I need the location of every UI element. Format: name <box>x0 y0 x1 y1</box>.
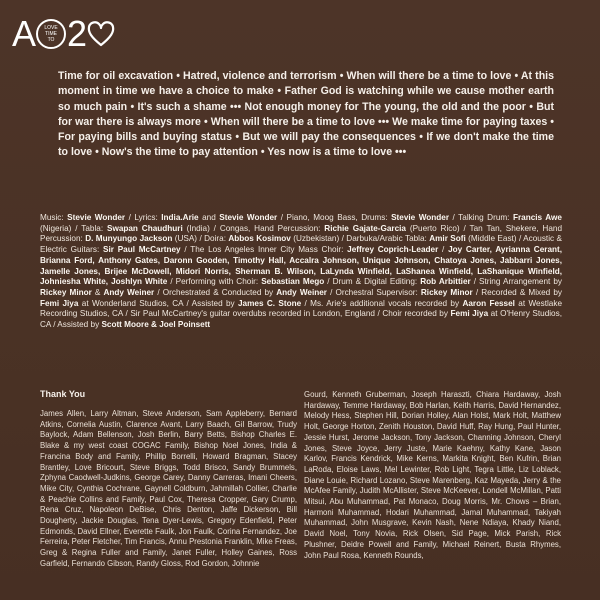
credit-role: / Ms. Arie's additional vocals recorded by <box>301 298 463 308</box>
credit-role: and <box>198 213 220 222</box>
thanks-list-right: Gourd, Kenneth Gruberman, Joseph Haraszti, Chiara Hardaway, Josh Hardaway, Temme Hardaway, Bob Harlan, Keith Harris, David Hernandez, Melody Hess, Stephen Hill, Dorian Holley, Alan Holst, Mark Holt, Matthew Holt, George Horton, Zenith Houston, David Huff, Ray Hung, Paul Hunter, Jessie Hurst, Jerome Jackson, Tony Jackson, Channing Johnson, Cheryl Jones, Steve Joyce, Jerry Juste, Marie Kaehny, Kathy Kane, Jason Karlov, Francis Kendrick, Mike Kerns, Markita Knight, Ben Kufrin, Brian LaRoda, Eloise Laws, Mel Lewinter, Rob Light, Tegra Little, Liz Loblack, Diane Louie, Richard Lozano, Steve Marenberg, Kaz Mayeda, Jerry & the McAfee Family, Judith McAllister, Steve McKeever, Londell McMillan, Patti Mitsui, Abu Muhammad, Pat Monaco, Doug Morris, Mr. Chows – Brian, Harmoni Muhammad, Hodari Muhammad, Jamal Muhammad, Takiyah Muhammad, John Musgrave, Kevin Nash, Nene Ndiaya, Khady Niand, David Noel, Tony Novia, Rick Olsen, Sid Page, Mick Parish, Rick Plushner, Deidre Powell and Family, Michael Reinert, Busta Rhymes, John Paul Rosa, Kenneth Rounds, <box>304 390 561 560</box>
logo-circle-text-2: TIME <box>45 31 57 37</box>
credit-role: / Drum & Digital Editing: <box>324 277 421 287</box>
logo-circle-text-3: TO <box>47 37 55 43</box>
credit-role: / <box>438 245 449 255</box>
credit-role: & <box>91 287 104 297</box>
credit-role: at Wonderland Studios, CA / Assisted by <box>78 298 238 308</box>
credit-role: / Orchestral Supervisor: <box>326 287 421 297</box>
credit-name: Stevie Wonder <box>391 213 450 222</box>
credit-name: James C. Stone <box>238 298 302 308</box>
credit-role: / Recorded & Mixed by <box>472 287 562 297</box>
credit-name: Stevie Wonder <box>219 213 278 222</box>
credit-name: Sir Paul McCartney <box>103 245 181 255</box>
logo-number: 2 <box>67 13 87 54</box>
credit-role: at O'Henry Studios, CA / Assisted by <box>40 309 562 330</box>
logo-letter: A <box>12 13 36 54</box>
credit-role: / Piano, Moog Bass, Drums: <box>277 213 392 222</box>
credit-role: (USA) / Doira: <box>172 234 229 244</box>
credit-role: at Westlake Recording Studios, CA / Sir Paul McCartney's guitar overdubs recorded in London, England / Choir recorded by <box>40 298 562 319</box>
credit-role: (India) / Congas, Hand Percussion: <box>182 223 325 233</box>
credit-name: Rickey Minor <box>40 287 92 297</box>
credit-name: Femi Jiya <box>40 298 79 308</box>
credit-name: Amir Sofi <box>429 234 466 244</box>
credit-role: / Lyrics: <box>125 213 162 222</box>
credit-name: Joy Carter, Ayrianna Cerant, Brianna Ford, Anthony Gates, Daronn Gooden, Timothy Hall, Accalra Johnson, Unique Johnson, Chatoya Jones, Jabbarri Jones, Jamelle Jones, Brijee McDowell, Midori Norris, Sherman B. Wilson, LaLynda Winfield, LaShanea Winfield, LaShanique Winfield, Johniesha White, Joshlyn White <box>40 245 563 287</box>
credit-role: Music: <box>40 213 68 222</box>
logo-circle-text-1: LOVE <box>44 25 58 31</box>
credit-name: Richie Gajate-Garcia <box>324 223 406 233</box>
credit-role: (Puerto Rico) / Tan Tan, Shekere, Hand Percussion: <box>40 223 562 244</box>
credit-role: / Performing with Choir: <box>167 277 262 287</box>
logo-circle <box>36 19 66 49</box>
credit-name: Aaron Fessel <box>462 298 515 308</box>
credit-name: Francis Awe <box>512 213 562 222</box>
credit-role: (Nigeria) / Tabla: <box>40 223 107 233</box>
credit-name: Swapan Chaudhuri <box>106 223 183 233</box>
album-logo <box>12 13 115 54</box>
credit-role: / String Arrangement by <box>470 277 562 287</box>
credit-role: / Orchestrated & Conducted by <box>154 287 277 297</box>
credit-name: Rickey Minor <box>420 287 473 297</box>
credits-text <box>40 213 562 331</box>
credit-name: Stevie Wonder <box>67 213 126 222</box>
credit-name: Scott Moore & Joel Poinsett <box>101 320 211 330</box>
credit-role: / The Los Angeles Inner City Mass Choir: <box>180 245 348 255</box>
credit-name: Jeffrey Coprich-Leader <box>347 245 439 255</box>
credit-name: Andy Weiner <box>103 287 155 297</box>
credit-name: Andy Weiner <box>276 287 327 297</box>
credit-name: Femi Jiya <box>450 309 489 319</box>
credit-name: Rob Arbittier <box>420 277 471 287</box>
credit-name: Abbos Kosimov <box>228 234 291 244</box>
credit-role: / Talking Drum: <box>449 213 513 222</box>
credit-name: Sebastian Mego <box>261 277 325 287</box>
credit-role: (Middle East) / Acoustic & Electric Guitars: <box>40 234 562 255</box>
credit-role: (Uzbekistan) / Darbuka/Arabic Tabla: <box>290 234 430 244</box>
thanks-list-left: James Allen, Larry Altman, Steve Anderson, Sam Appleberry, Bernard Atkins, Cornelia Austin, Clarence Avant, Larry Baach, Gil Barrow, Trudy Baylock, Adam Bellenson, Josh Berlin, Barry Betts, Bishop Charles E. Blake & my west coast COGAC Family, Bishop Noel Jones, India & Francina Body and Family, Phillip Borrelli, Howard Bragman, Stacey Brantley, Love Bricourt, Steve Briggs, Todd Brisco, Sandy Brummels, Zphyna Caodwell-Judkins, George Carey, Danny Carreras, Imani Cheers, Mike City, Cynthia Cochrane, Gaynell Coldburn, Jahmillah Collier, Charlie & Peachie Collins and Family, Paul Cox, Theresa Cropper, Gary Crump, Rena Cruz, Napoleon DeBise, Chris Denton, Jaffe Dickerson, Bill Dougherty, Jackie Douglas, Tena Dyer-Lewis, Gregory Edenfield, Peter Edmonds, David Ellner, Everette Faulk, Jon Faulk, Corina Fernandez, Joe Ferreira, Peter Fletcher, Tim Francis, Annu Prestonia Franklin, Mike Freas, Greg & Regina Fuller and Family, Janet Fuller, Holley Gaines, Ross Garfield, Fernando Gibson, Randy Gloss, Rod Gordon, Johnnie <box>40 409 297 568</box>
heart-icon <box>87 19 115 49</box>
credit-name: India.Arie <box>161 213 199 222</box>
credit-name: D. Munyungo Jackson <box>85 234 173 244</box>
lyrics-text: Time for oil excavation • Hatred, violence and terrorism • When will there be a time to love • At this moment in time we have a choice to make • Father God is watching while we cause mother earth so much pain • It's such a shame ••• Not enough money for The young, the old and the poor • But for war there is always more • When will there be a time to love ••• We make time for paying taxes • For paying bills and buying status • But we will pay the consequences • If we don't make the time to love • Now's the time to pay attention • Yes now is a time to love ••• <box>58 70 554 159</box>
thanks-heading: Thank You <box>40 389 86 399</box>
